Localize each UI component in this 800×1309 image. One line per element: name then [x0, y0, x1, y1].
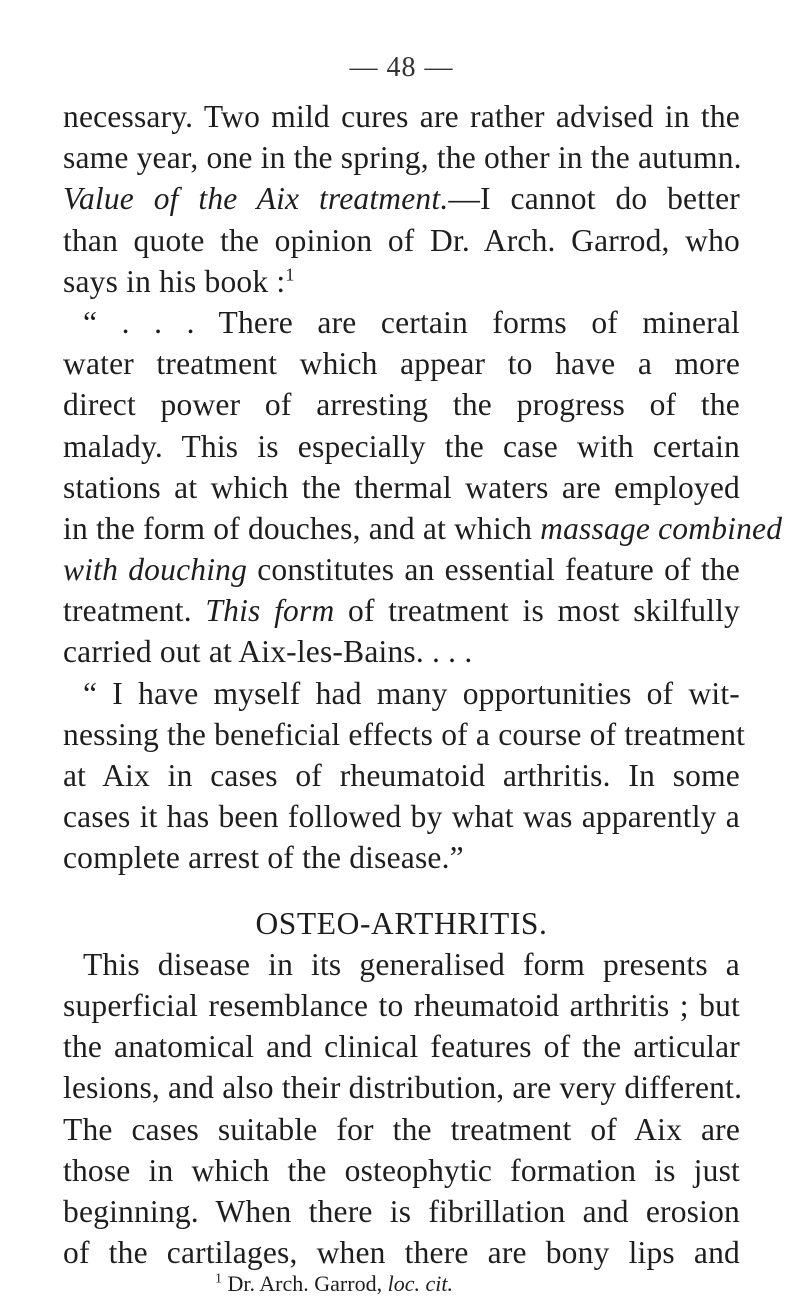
text-line: superficial resemblance to rheumatoid arthritis ; but	[63, 987, 740, 1023]
text-line: “ . . . There are certain forms of mineral	[83, 304, 740, 340]
text-run: says in his book :	[63, 263, 286, 299]
text-line: of the cartilages, when there are bony lips and	[63, 1235, 740, 1271]
text-line: direct power of arresting the progress of the	[63, 387, 740, 423]
text-line: complete arrest of the disease.”	[63, 840, 464, 876]
quotation-2	[63, 673, 746, 879]
text-line	[63, 590, 740, 631]
text-line	[63, 178, 740, 219]
text-run: in the form of douches, and at which	[63, 510, 533, 546]
text-line	[63, 549, 740, 590]
text-line: the anatomical and clinical features of the articular	[63, 1029, 740, 1065]
text-line: water treatment which appear to have a more	[63, 346, 740, 382]
footnote	[63, 1269, 740, 1299]
footnote-text: Dr. Arch. Garrod,	[227, 1271, 383, 1297]
text-line: malady. This is especially the case with certain	[63, 428, 740, 464]
text-line: cases it has been followed by what was apparently a	[63, 799, 740, 835]
paragraph-intro	[63, 96, 740, 302]
paragraph-osteo	[63, 944, 743, 1274]
text-line	[63, 508, 783, 549]
text-line: nessing the beneficial effects of a course of treatment	[63, 716, 746, 752]
section-heading: OSTEO-ARTHRITIS.	[255, 905, 548, 941]
text-line: carried out at Aix-les-Bains. . . .	[63, 634, 473, 670]
text-line	[63, 261, 740, 302]
footnote-ref: 1	[285, 264, 295, 285]
text-line: This disease in its generalised form presents a	[83, 946, 740, 982]
text-line: than quote the opinion of Dr. Arch. Garrod, who	[63, 222, 740, 258]
footnote-marker: 1	[215, 1271, 222, 1287]
text-run: constitutes an essential feature of the	[257, 552, 740, 588]
text-line: lesions, and also their distribution, are very different.	[63, 1070, 743, 1106]
text-run: —I cannot do better	[448, 181, 740, 217]
text-line: “ I have myself had many opportunities of wit-	[83, 675, 740, 711]
italic-run: massage combined	[540, 510, 783, 546]
text-line: those in which the osteophytic formation is just	[63, 1152, 740, 1188]
text-run: treatment.	[63, 593, 192, 629]
text-line: necessary. Two mild cures are rather advised in the	[63, 99, 740, 134]
footnote-italic: loc. cit.	[387, 1271, 453, 1297]
text-line: The cases suitable for the treatment of Aix are	[63, 1111, 740, 1147]
text-line: at Aix in cases of rheumatoid arthritis. In some	[63, 758, 740, 793]
section-subtitle-italic: Value of the Aix treatment.	[63, 181, 449, 217]
italic-run: This form	[205, 593, 335, 629]
text-run: of treatment is most skilfully	[348, 593, 741, 629]
text-line: beginning. When there is fibrillation and erosion	[63, 1193, 740, 1229]
text-line: stations at which the thermal waters are employed	[63, 469, 740, 505]
italic-run: with douching	[63, 552, 248, 588]
document-page	[63, 52, 783, 1299]
page-number: — 48 —	[349, 52, 454, 83]
text-line: same year, one in the spring, the other in the autumn.	[63, 140, 742, 176]
quotation-1	[63, 302, 783, 673]
